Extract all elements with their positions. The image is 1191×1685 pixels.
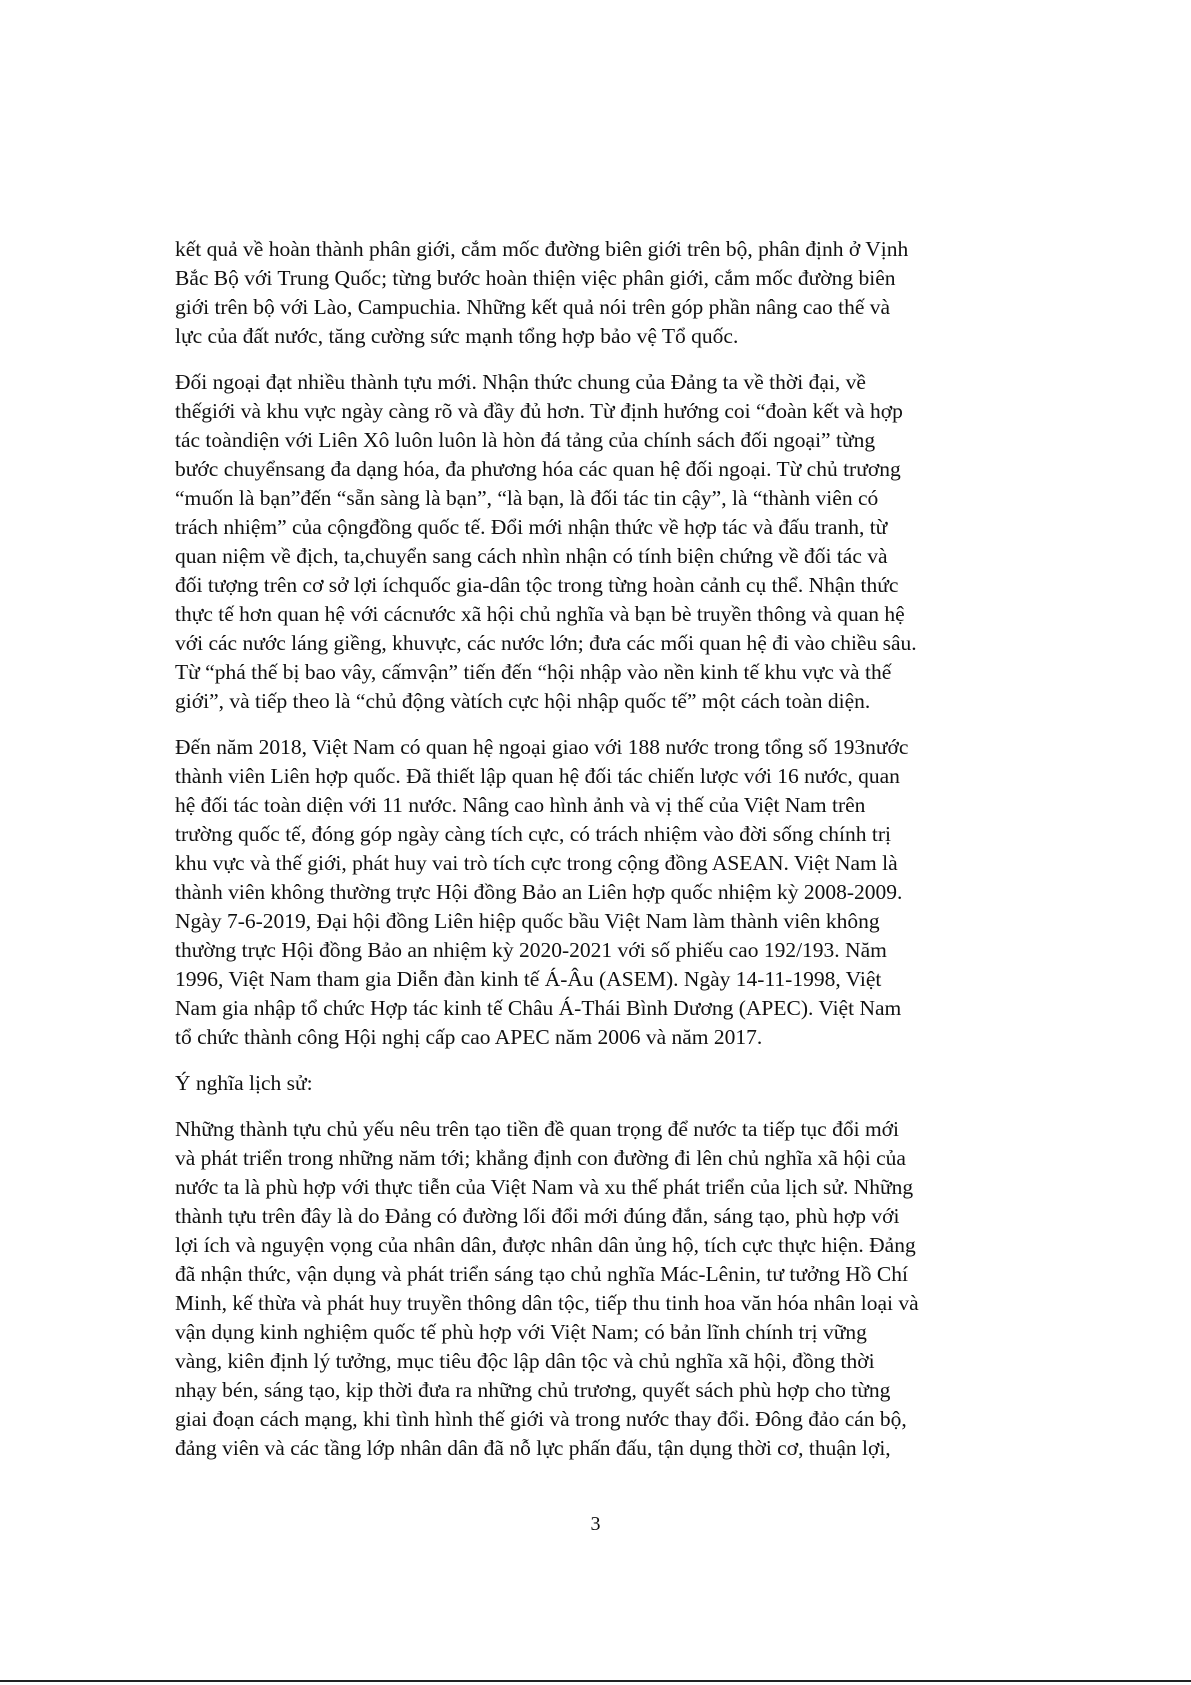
text-line: thếgiới và khu vực ngày càng rõ và đầy đủ hơn. Từ định hướng coi “đoàn kết và hợp xyxy=(175,399,903,423)
text-line: vận dụng kinh nghiệm quốc tế phù hợp với Việt Nam; có bản lĩnh chính trị vững xyxy=(175,1320,867,1344)
text-line: Những thành tựu chủ yếu nêu trên tạo tiền đề quan trọng để nước ta tiếp tục đổi mới xyxy=(175,1117,900,1141)
page-body xyxy=(175,235,1055,1480)
text-line: Từ “phá thế bị bao vây, cấmvận” tiến đến “hội nhập vào nền kinh tế khu vực và thế xyxy=(175,660,892,684)
paragraph xyxy=(175,235,1055,351)
text-line: tổ chức thành công Hội nghị cấp cao APEC năm 2006 và năm 2017. xyxy=(175,1025,763,1049)
text-line: lợi ích và nguyện vọng của nhân dân, được nhân dân ủng hộ, tích cực thực hiện. Đảng xyxy=(175,1233,916,1257)
page-number: 3 xyxy=(590,1513,601,1535)
text-line: nước ta là phù hợp với thực tiễn của Việt Nam và xu thế phát triển của lịch sử. Những xyxy=(175,1175,914,1199)
text-line: quan niệm về địch, ta,chuyển sang cách nhìn nhận có tính biện chứng về đối tác và xyxy=(175,544,888,568)
text-line: Đối ngoại đạt nhiều thành tựu mới. Nhận thức chung của Đảng ta về thời đại, về xyxy=(175,370,866,394)
text-line: lực của đất nước, tăng cường sức mạnh tổng hợp bảo vệ Tổ quốc. xyxy=(175,324,739,348)
text-line: và phát triển trong những năm tới; khẳng định con đường đi lên chủ nghĩa xã hội của xyxy=(175,1146,906,1170)
text-line: hệ đối tác toàn diện với 11 nước. Nâng cao hình ảnh và vị thế của Việt Nam trên xyxy=(175,793,866,817)
text-line: Đến năm 2018, Việt Nam có quan hệ ngoại giao với 188 nước trong tổng số 193nước xyxy=(175,735,909,759)
text-line: tác toàndiện với Liên Xô luôn luôn là hòn đá tảng của chính sách đối ngoại” từng xyxy=(175,428,876,452)
paragraph xyxy=(175,1069,1055,1098)
text-line: thành viên không thường trực Hội đồng Bảo an Liên hợp quốc nhiệm kỳ 2008-2009. xyxy=(175,880,903,904)
text-line: đối tượng trên cơ sở lợi íchquốc gia-dân tộc trong từng hoàn cảnh cụ thể. Nhận thức xyxy=(175,573,899,597)
text-line: giai đoạn cách mạng, khi tình hình thế giới và trong nước thay đổi. Đông đảo cán bộ, xyxy=(175,1407,907,1431)
text-line: “muốn là bạn”đến “sẵn sàng là bạn”, “là bạn, là đối tác tin cậy”, là “thành viên có xyxy=(175,486,879,510)
text-line: trường quốc tế, đóng góp ngày càng tích cực, có trách nhiệm vào đời sống chính trị xyxy=(175,822,891,846)
text-line: Ý nghĩa lịch sử: xyxy=(175,1071,313,1095)
text-line: khu vực và thế giới, phát huy vai trò tích cực trong cộng đồng ASEAN. Việt Nam là xyxy=(175,851,898,875)
text-line: đảng viên và các tầng lớp nhân dân đã nỗ lực phấn đấu, tận dụng thời cơ, thuận lợi, xyxy=(175,1436,891,1460)
paragraph xyxy=(175,368,1055,716)
text-line: kết quả về hoàn thành phân giới, cắm mốc đường biên giới trên bộ, phân định ở Vịnh xyxy=(175,237,909,261)
paragraph xyxy=(175,733,1055,1052)
text-line: nhạy bén, sáng tạo, kịp thời đưa ra những chủ trương, quyết sách phù hợp cho từng xyxy=(175,1378,891,1402)
text-line: Minh, kế thừa và phát huy truyền thông dân tộc, tiếp thu tinh hoa văn hóa nhân loại và xyxy=(175,1291,919,1315)
text-line: trách nhiệm” của cộngđồng quốc tế. Đổi mới nhận thức về hợp tác và đấu tranh, từ xyxy=(175,515,888,539)
text-line: thành tựu trên đây là do Đảng có đường lối đổi mới đúng đắn, sáng tạo, phù hợp với xyxy=(175,1204,900,1228)
text-line: bước chuyểnsang đa dạng hóa, đa phương hóa các quan hệ đối ngoại. Từ chủ trương xyxy=(175,457,901,481)
text-line: thành viên Liên hợp quốc. Đã thiết lập quan hệ đối tác chiến lược với 16 nước, quan xyxy=(175,764,900,788)
text-line: Bắc Bộ với Trung Quốc; từng bước hoàn thiện việc phân giới, cắm mốc đường biên xyxy=(175,266,896,290)
text-line: thực tế hơn quan hệ với cácnước xã hội chủ nghĩa và bạn bè truyền thông và quan hệ xyxy=(175,602,905,626)
text-line: Nam gia nhập tổ chức Hợp tác kinh tế Châu Á-Thái Bình Dương (APEC). Việt Nam xyxy=(175,996,902,1020)
scan-edge-line xyxy=(0,1680,1191,1682)
text-line: vàng, kiên định lý tưởng, mục tiêu độc lập dân tộc và chủ nghĩa xã hội, đồng thời xyxy=(175,1349,875,1373)
text-line: thường trực Hội đồng Bảo an nhiệm kỳ 2020-2021 với số phiếu cao 192/193. Năm xyxy=(175,938,887,962)
text-line: giới”, và tiếp theo là “chủ động vàtích cực hội nhập quốc tế” một cách toàn diện. xyxy=(175,689,871,713)
text-line: với các nước láng giềng, khuvực, các nước lớn; đưa các mối quan hệ đi vào chiều sâu. xyxy=(175,631,917,655)
text-line: Ngày 7-6-2019, Đại hội đồng Liên hiệp quốc bầu Việt Nam làm thành viên không xyxy=(175,909,880,933)
text-line: giới trên bộ với Lào, Campuchia. Những kết quả nói trên góp phần nâng cao thế và xyxy=(175,295,891,319)
text-line: 1996, Việt Nam tham gia Diễn đàn kinh tế Á-Âu (ASEM). Ngày 14-11-1998, Việt xyxy=(175,967,882,991)
text-line: đã nhận thức, vận dụng và phát triển sáng tạo chủ nghĩa Mác-Lênin, tư tưởng Hồ Chí xyxy=(175,1262,908,1286)
paragraph xyxy=(175,1115,1055,1463)
